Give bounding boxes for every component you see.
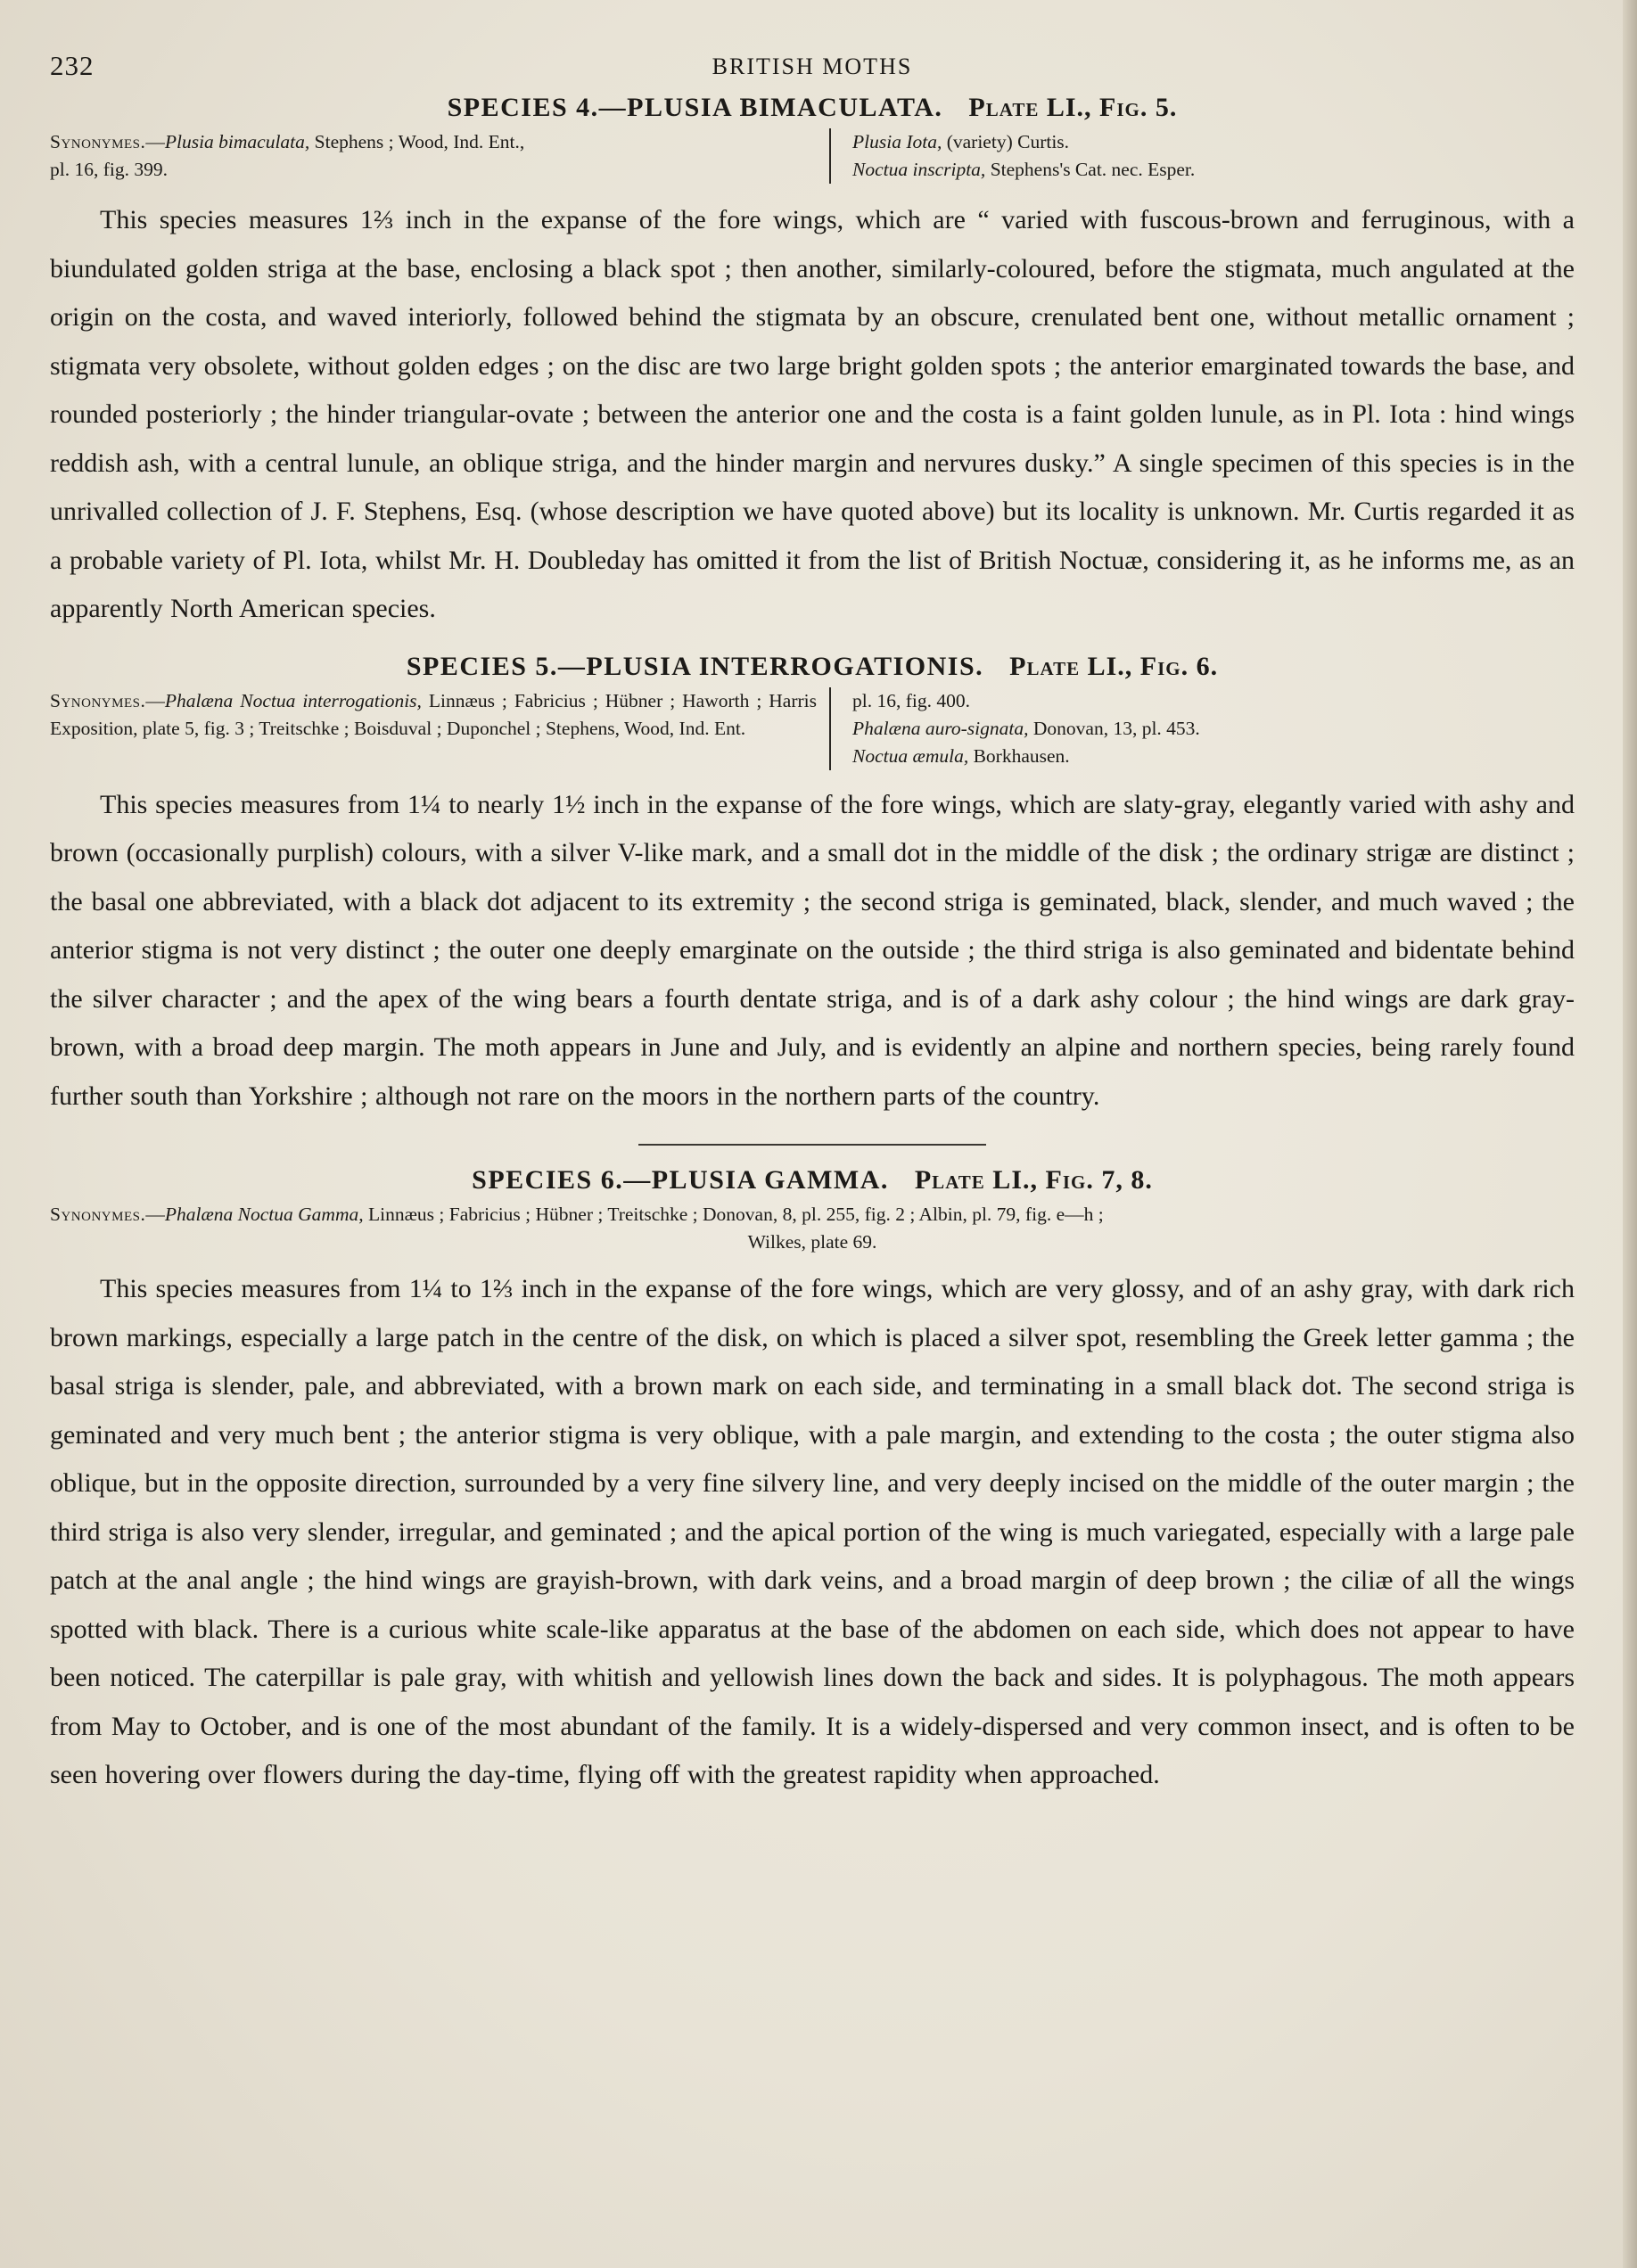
species-6-section	[50, 1165, 1575, 1800]
synonym-reference: Wilkes, plate 69.	[747, 1231, 877, 1253]
species-5-heading	[50, 652, 1575, 682]
synonym-name: Noctua æmula,	[852, 744, 969, 767]
synonym-reference: Stephens ; Wood, Ind. Ent.,	[309, 131, 525, 152]
synonym-name: Phalæna auro-signata,	[852, 717, 1029, 739]
species-6-title: SPECIES 6.—PLUSIA GAMMA.	[472, 1165, 889, 1195]
running-head	[50, 50, 1575, 93]
species-5-synonyms	[50, 687, 1575, 770]
species-5-description: This species measures from 1¼ to nearly 1½ inch in the expanse of the fore wings, which are slaty-gray, elegantly varied with ashy and brown (occasionally purplish) colours, with a silver V-like mark, and a small dot in the middle of the disk ; the ordinary strigæ are distinct ; the basal one abbreviated, with a black dot adjacent to its extremity ; the second striga is geminated, black, slender, and much waved ; the anterior stigma is not very distinct ; the outer one deeply emarginate on the outside ; the third striga is also geminated and bidentate behind the silver character ; and the apex of the wing bears a fourth dentate striga, and is of a dark ashy colour ; the hind wings are dark gray-brown, with a broad deep margin. The moth appears in June and July, and is evidently an alpine and northern species, being rarely found further south than Yorkshire ; although not rare on the moors in the northern parts of the country.	[50, 789, 1575, 1111]
running-title: BRITISH MOTHS	[712, 53, 913, 79]
synonym-reference: pl. 16, fig. 399.	[50, 159, 168, 180]
species-6-description: This species measures from 1¼ to 1⅔ inch in the expanse of the fore wings, which are very glossy, and of an ashy gray, with dark rich brown markings, especially a large patch in the centre of the disk, on which is placed a silver spot, resembling the Greek letter gamma ; the basal striga is slender, pale, and abbreviated, with a brown mark on each side, and terminating in a small black dot. The second striga is geminated and very much bent ; the anterior stigma is very oblique, with a pale margin, and extending to the costa ; the outer stigma also oblique, but in the opposite direction, surrounded by a very fine silvery line, and very deeply incised on the middle of the outer margin ; the third striga is also very slender, irregular, and geminated ; and the apical portion of the wing is much variegated, especially with a large pale patch at the anal angle ; the hind wings are grayish-brown, with dark veins, and a broad margin of deep brown ; the ciliæ of all the wings spotted with black. There is a curious white scale-like apparatus at the base of the abdomen on each side, which does not appear to have been noticed. The caterpillar is pale gray, with whitish and yellowish lines down the back and sides. It is polyphagous. The moth appears from May to October, and is one of the most abundant of the family. It is a widely-dispersed and very common insect, and is often to be seen hovering over flowers during the day-time, flying off with the greatest rapidity when approached.	[50, 1274, 1575, 1789]
synonym-name: Plusia bimaculata,	[164, 131, 310, 152]
species-4-synonyms	[50, 128, 1575, 184]
synonym-reference: Linnæus ; Fabricius ; Hübner ; Haworth ; Harris Exposition, plate 5, fig. 3 ; Treitschke ; Boisduval ; Duponchel ; Stephens, Wood, Ind. Ent.	[50, 689, 817, 739]
species-4-description: This species measures 1⅔ inch in the expanse of the fore wings, which are “ varied with fuscous-brown and ferruginous, with a biundulated golden striga at the base, enclosing a black spot ; then another, similarly-coloured, before the stigmata, much angulated at the origin on the costa, and waved interiorly, followed behind the stigmata by an obscure, crenulated bent one, without metallic ornament ; stigmata very obsolete, without golden edges ; on the disc are two large bright golden spots ; the anterior emarginated towards the base, and rounded posteriorly ; the hinder triangular-ovate ; between the anterior one and the costa is a faint golden lunule, as in Pl. Iota : hind wings reddish ash, with a central lunule, an oblique striga, and the hinder margin and nervures dusky.” A single specimen of this species is in the unrivalled collection of J. F. Stephens, Esq. (whose description we have quoted above) but its locality is unknown. Mr. Curtis regarded it as a probable variety of Pl. Iota, whilst Mr. H. Doubleday has omitted it from the list of British Noctuæ, considering it, as he informs me, as an apparently North American species.	[50, 205, 1575, 623]
species-4-section	[50, 93, 1575, 634]
synonyms-label: Synonymes.	[50, 131, 146, 152]
species-4-synonyms-right	[829, 128, 1575, 184]
species-6-heading	[50, 1165, 1575, 1196]
synonym-reference: Donovan, 13, pl. 453.	[1028, 717, 1200, 739]
synonyms-label: Synonymes.	[50, 689, 146, 711]
page-number: 232	[50, 50, 95, 81]
synonym-name: Phalæna Noctua Gamma,	[164, 1204, 364, 1225]
species-6-plate: Plate LI., Fig. 7, 8.	[914, 1165, 1153, 1195]
species-4-title: SPECIES 4.—PLUSIA BIMACULATA.	[447, 93, 943, 122]
species-5-title: SPECIES 5.—PLUSIA INTERROGATIONIS.	[406, 651, 984, 681]
synonym-reference: Linnæus ; Fabricius ; Hübner ; Treitschke ; Donovan, 8, pl. 255, fig. 2 ; Albin, pl. 79, fig. e—h ;	[363, 1204, 1104, 1225]
synonym-reference: Borkhausen.	[968, 744, 1070, 767]
synonym-name: Noctua inscripta,	[852, 159, 986, 180]
species-5-synonyms-left: Synonymes.—Phalæna Noctua interrogationis, Linnæus ; Fabricius ; Hübner ; Haworth ; Harris Exposition, plate 5, fig. 3 ; Treitschke ; Boisduval ; Duponchel ; Stephens, Wood, Ind. Ent.	[50, 689, 817, 739]
species-5-section	[50, 652, 1575, 1122]
synonym-reference: Stephens's Cat. nec. Esper.	[985, 159, 1196, 180]
page-content	[50, 50, 1575, 1800]
synonym-name: Plusia Iota,	[852, 131, 942, 152]
synonym-name: Phalæna Noctua interrogationis,	[164, 689, 422, 711]
species-6-synonyms: Synonymes.—Phalæna Noctua Gamma, Linnæus ; Fabricius ; Hübner ; Treitschke ; Donovan, 8, pl. 255, fig. 2 ; Albin, pl. 79, fig. e—h ; Wilkes, plate 69.	[50, 1201, 1575, 1256]
species-5-synonyms-right	[829, 687, 1575, 770]
species-4-plate: Plate LI., Fig. 5.	[968, 93, 1178, 122]
synonym-reference: pl. 16, fig. 400.	[852, 689, 970, 711]
species-4-heading	[50, 93, 1575, 123]
page-gutter-shadow	[1623, 0, 1637, 2268]
synonyms-label: Synonymes.	[50, 1204, 146, 1225]
species-4-synonyms-left: Synonymes.—Plusia bimaculata, Stephens ; Wood, Ind. Ent., pl. 16, fig. 399.	[50, 128, 829, 184]
species-5-plate: Plate LI., Fig. 6.	[1009, 651, 1219, 681]
synonym-reference: (variety) Curtis.	[942, 131, 1070, 152]
section-divider	[638, 1144, 986, 1146]
